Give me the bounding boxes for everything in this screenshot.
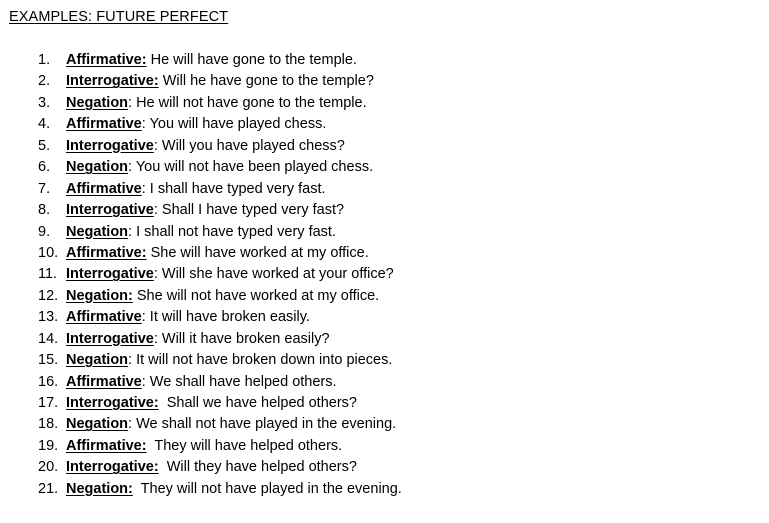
page-title: EXAMPLES: FUTURE PERFECT [9, 9, 229, 25]
item-number: 2. [38, 73, 51, 90]
item-number: 20. [38, 459, 59, 476]
item-sentence: Will they have helped others? [158, 459, 357, 476]
list-item [38, 414, 402, 435]
item-number: 8. [38, 202, 51, 219]
list-item [38, 50, 402, 71]
item-sentence: She will not have worked at my office. [132, 287, 380, 304]
item-sentence: : You will not have been played chess. [128, 159, 374, 176]
item-label: Affirmative [66, 309, 142, 326]
item-number: 19. [38, 437, 59, 454]
list-item [38, 479, 402, 500]
list-item [38, 157, 402, 178]
item-sentence: They will not have played in the evening. [132, 480, 402, 497]
list-item [38, 436, 402, 457]
item-sentence: Will he have gone to the temple? [158, 73, 374, 90]
item-label: Negation [66, 352, 129, 369]
item-number: 13. [38, 309, 59, 326]
item-number: 11. [38, 266, 58, 283]
item-number: 6. [38, 159, 51, 176]
item-number: 17. [38, 395, 59, 411]
item-number: 10. [38, 244, 59, 261]
item-sentence: : We shall not have played in the evening. [128, 416, 397, 433]
item-number: 1. [38, 52, 51, 68]
item-label: Negation [66, 416, 129, 433]
item-sentence: Shall we have helped others? [158, 395, 357, 411]
item-sentence: : Will it have broken easily? [153, 330, 330, 347]
item-sentence: : I shall not have typed very fast. [128, 223, 336, 240]
item-label: Interrogative: [66, 395, 159, 411]
item-sentence: : I shall have typed very fast. [141, 180, 326, 197]
item-number: 18. [38, 416, 59, 433]
list-item [38, 114, 402, 135]
item-number: 21. [38, 480, 59, 497]
item-label: Interrogative: [66, 73, 159, 90]
item-label: Negation: [66, 287, 133, 304]
item-number: 7. [38, 180, 51, 197]
item-number: 14. [38, 330, 59, 347]
item-label: Affirmative [66, 116, 142, 133]
list-item [38, 136, 402, 157]
list-item [38, 329, 402, 350]
item-label: Affirmative: [66, 52, 147, 68]
list-item [38, 93, 402, 114]
list-item [38, 457, 402, 478]
item-sentence: : Will she have worked at your office? [153, 266, 394, 283]
item-label: Interrogative [66, 137, 154, 154]
item-number: 9. [38, 223, 51, 240]
item-sentence: : Shall I have typed very fast? [153, 202, 345, 219]
item-sentence: : He will not have gone to the temple. [128, 94, 367, 111]
item-number: 15. [38, 352, 59, 369]
item-sentence: : It will have broken easily. [141, 309, 310, 326]
list-item [38, 372, 402, 393]
item-label: Negation [66, 223, 129, 240]
item-label: Interrogative [66, 202, 154, 219]
item-sentence: She will have worked at my office. [146, 244, 369, 261]
item-label: Affirmative [66, 180, 142, 197]
list-item [38, 222, 402, 243]
item-label: Affirmative: [66, 244, 147, 261]
item-sentence: : We shall have helped others. [141, 373, 337, 390]
list-item [38, 71, 402, 92]
item-sentence: : You will have played chess. [141, 116, 327, 133]
item-label: Negation [66, 159, 129, 176]
example-list [38, 50, 402, 500]
item-sentence: He will have gone to the temple. [146, 52, 357, 68]
list-item [38, 264, 402, 285]
item-number: 4. [38, 116, 51, 133]
list-item [38, 179, 402, 200]
item-sentence: : Will you have played chess? [153, 137, 345, 154]
item-number: 16. [38, 373, 59, 390]
item-label: Interrogative [66, 266, 154, 283]
item-number: 3. [38, 94, 51, 111]
item-label: Negation [66, 94, 129, 111]
item-number: 12. [38, 287, 59, 304]
list-item [38, 307, 402, 328]
list-item [38, 200, 402, 221]
item-label: Interrogative [66, 330, 154, 347]
item-label: Negation: [66, 480, 133, 497]
item-sentence: : It will not have broken down into pieces. [128, 352, 393, 369]
item-label: Affirmative [66, 373, 142, 390]
list-item [38, 350, 402, 371]
list-item [38, 243, 402, 264]
list-item [38, 286, 402, 307]
item-label: Affirmative: [66, 437, 147, 454]
item-sentence: They will have helped others. [146, 437, 343, 454]
item-label: Interrogative: [66, 459, 159, 476]
item-number: 5. [38, 137, 51, 154]
list-item [38, 393, 402, 414]
